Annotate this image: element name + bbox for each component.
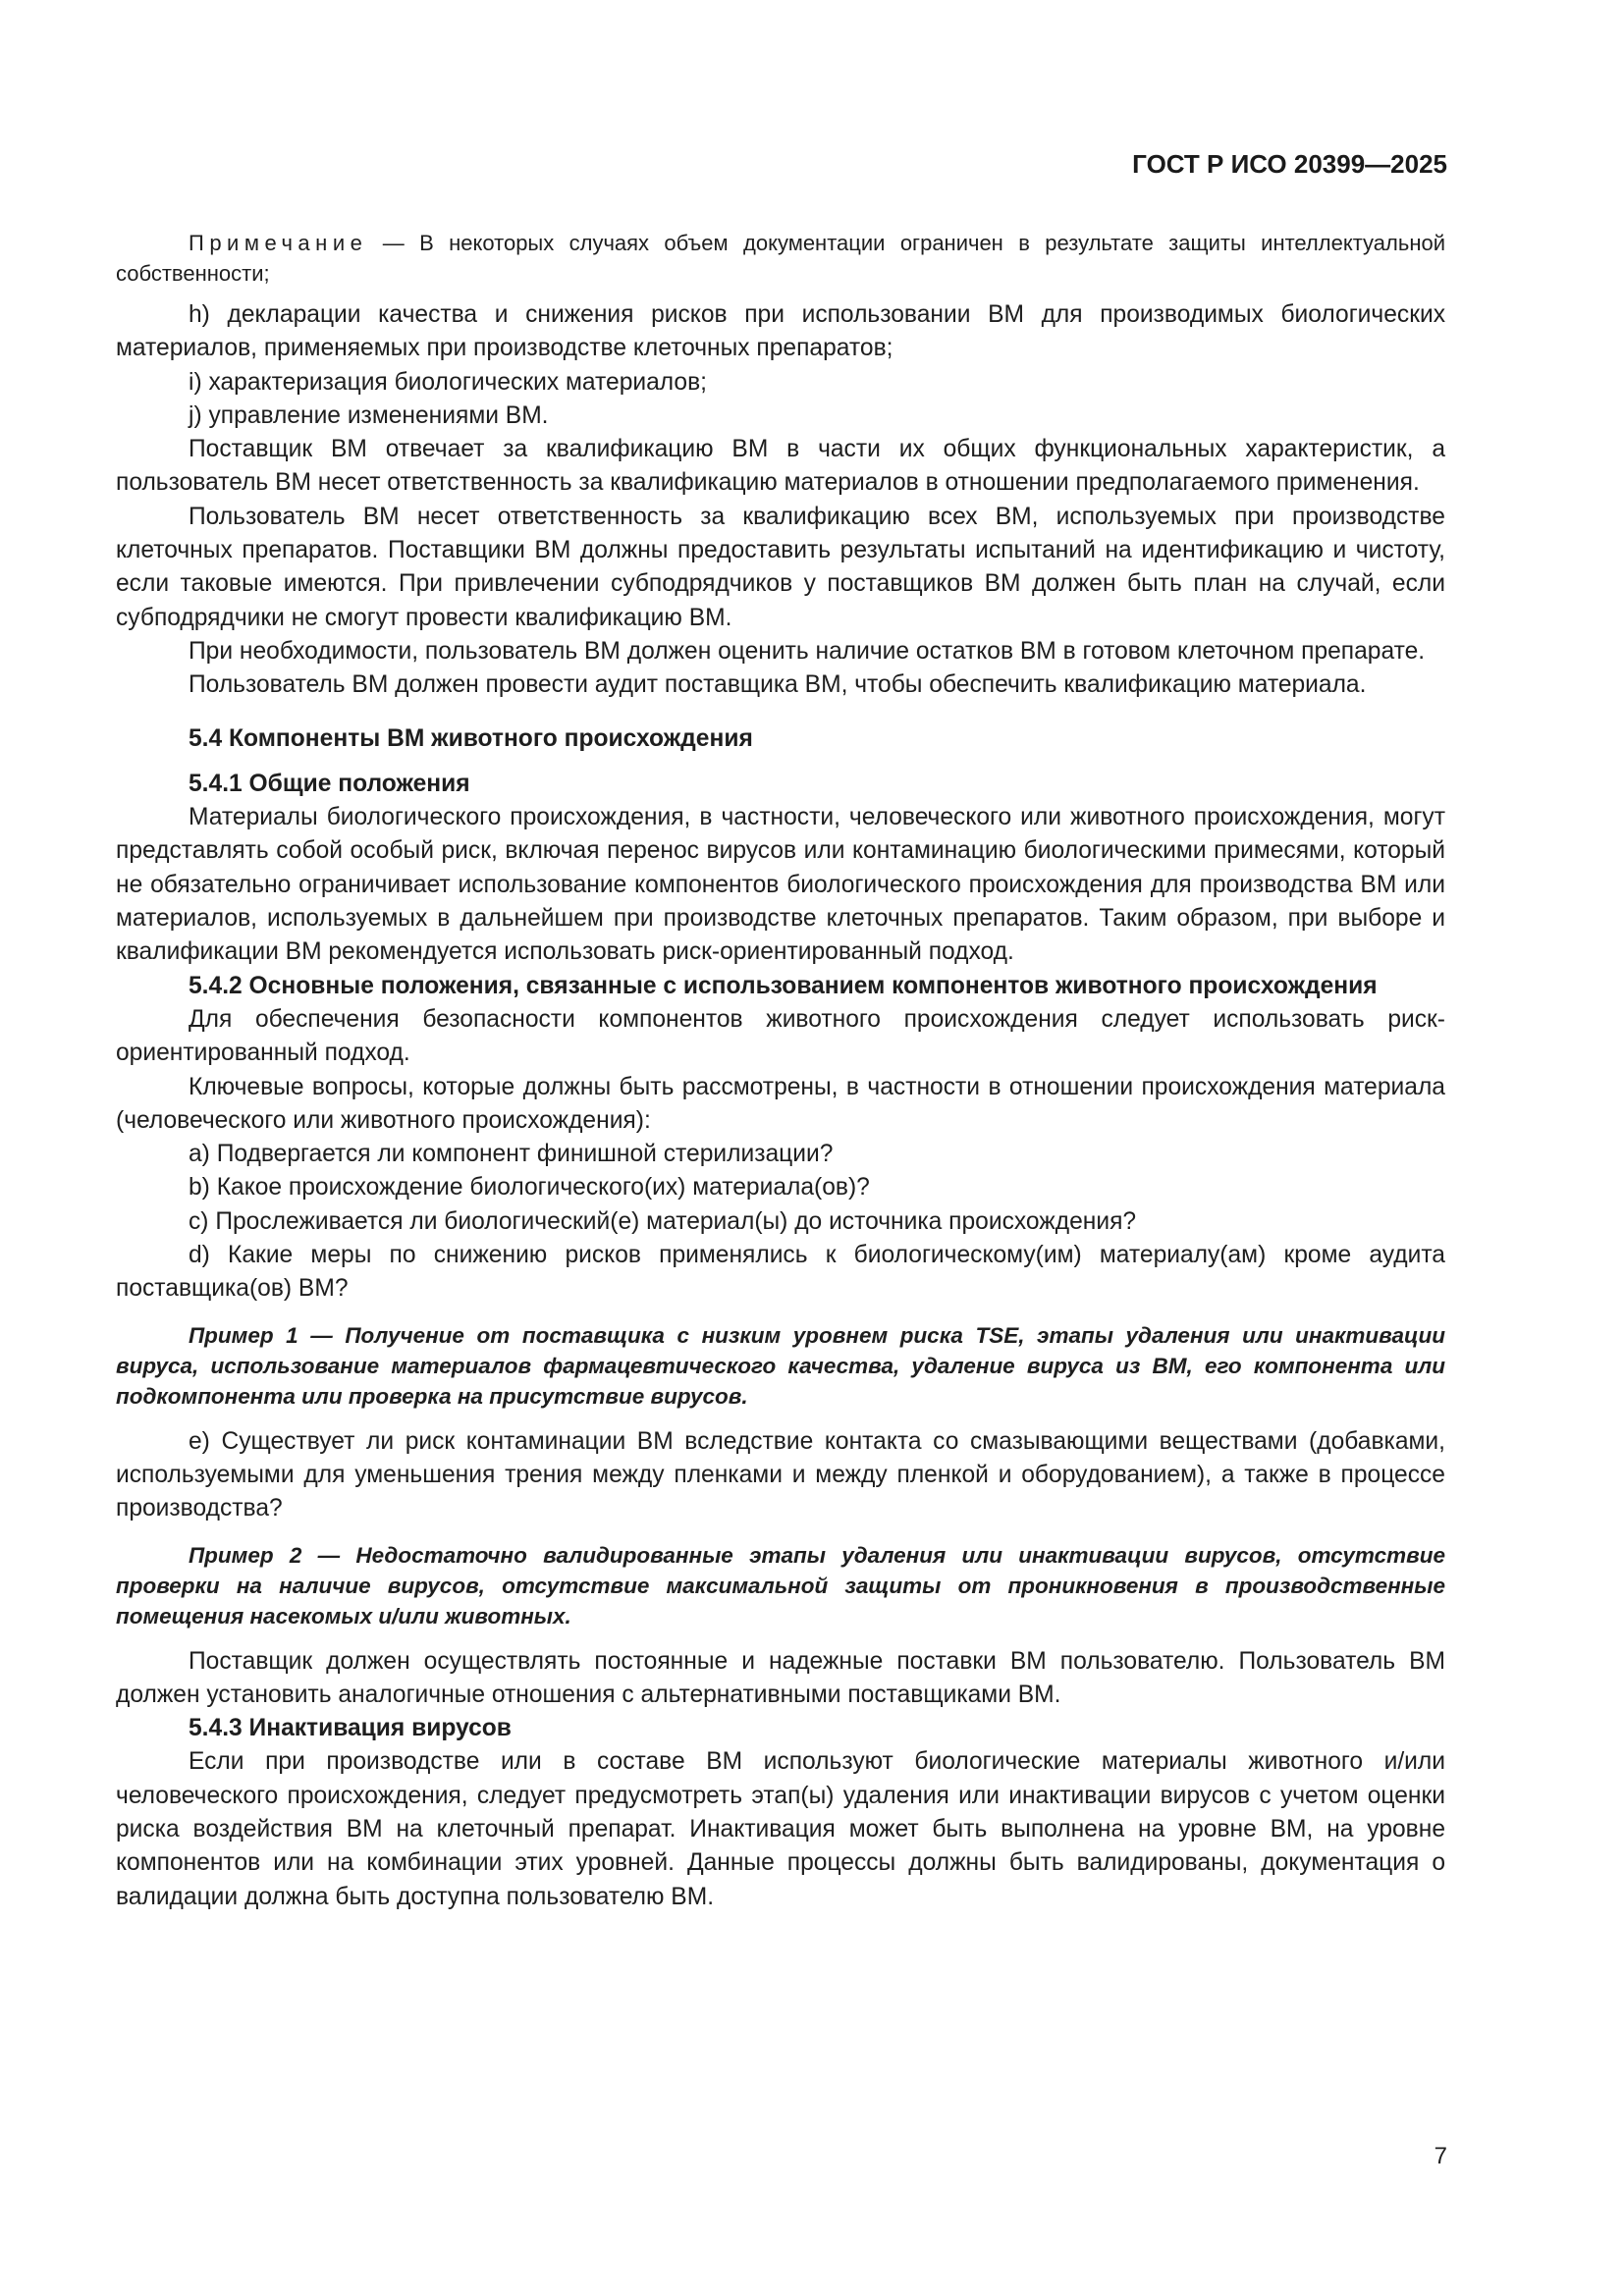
- note-text: — В некоторых случаях объем документации ограничен в результате защиты интеллектуальной собственности;: [116, 231, 1445, 286]
- list-item-a: a) Подвергается ли компонент финишной стерилизации?: [189, 1141, 834, 1168]
- list-item-b: b) Какое происхождение биологического(их) материала(ов)?: [189, 1174, 870, 1201]
- paragraph: Пользователь ВМ несет ответственность за квалификацию всех ВМ, используемых при производстве клеточных препаратов. Поставщики ВМ должны предоставить результаты испытаний на идентификацию и чистоту, если таковые имеются. При привлечении субподрядчиков у поставщиков ВМ должен быть план на случай, если субподрядчики не смогут провести квалификацию ВМ.: [116, 503, 1445, 631]
- paragraph: Материалы биологического происхождения, в частности, человеческого или животного происхождения, могут представлять собой особый риск, включая перенос вирусов или контаминацию биологическими примесями, который не обязательно ограничивает использование компонентов биологического происхождения для производства ВМ или материалов, используемых в дальнейшем при производстве клеточных препаратов. Таким образом, при выборе и квалификации ВМ рекомендуется использовать риск-ориентированный подход.: [116, 804, 1445, 966]
- paragraph: Пользователь ВМ должен провести аудит поставщика ВМ, чтобы обеспечить квалификацию материала.: [189, 671, 1367, 699]
- note: [116, 228, 1445, 289]
- paragraph: Поставщик должен осуществлять постоянные и надежные поставки ВМ пользователю. Пользователь ВМ должен установить аналогичные отношения с альтернативными поставщиками ВМ.: [116, 1647, 1445, 1708]
- paragraph: Ключевые вопросы, которые должны быть рассмотрены, в частности в отношении происхождения материала (человеческого или животного происхождения):: [116, 1073, 1445, 1134]
- list-item-h: h) декларации качества и снижения рисков при использовании ВМ для производимых биологических материалов, применяемых при производстве клеточных препаратов;: [116, 301, 1445, 362]
- paragraph: При необходимости, пользователь ВМ должен оценить наличие остатков ВМ в готовом клеточном препарате.: [189, 637, 1426, 665]
- section-heading-5-4: 5.4 Компоненты ВМ животного происхождения: [189, 724, 753, 752]
- subsection-heading-5-4-3: 5.4.3 Инактивация вирусов: [189, 1715, 512, 1742]
- list-item-c: c) Прослеживается ли биологический(е) материал(ы) до источника происхождения?: [189, 1207, 1137, 1235]
- paragraph: Если при производстве или в составе ВМ используют биологические материалы животного и/или человеческого происхождения, следует предусмотреть этап(ы) удаления или инактивации вирусов с учетом оценки риска воздействия ВМ на клеточный препарат. Инактивация может быть выполнена на уровне ВМ, на уровне компонентов или на комбинации этих уровней. Данные процессы должны быть валидированы, документация о валидации должна быть доступна пользователю ВМ.: [116, 1748, 1445, 1910]
- paragraph: Поставщик ВМ отвечает за квалификацию ВМ в части их общих функциональных характеристик, а пользователь ВМ несет ответственность за квалификацию материалов в отношении предполагаемого применения.: [116, 436, 1445, 497]
- list-item-e: e) Существует ли риск контаминации ВМ вследствие контакта со смазывающими веществами (добавками, используемыми для уменьшения трения между пленками и между пленкой и оборудованием), а также в процессе производства?: [116, 1427, 1445, 1522]
- document-body: [116, 228, 1445, 1914]
- paragraph: Для обеспечения безопасности компонентов животного происхождения следует использовать риск-ориентированный подход.: [116, 1005, 1445, 1067]
- list-item-i: i) характеризация биологических материалов;: [189, 368, 707, 396]
- example-1: Пример 1 — Получение от поставщика с низким уровнем риска TSE, этапы удаления или инактивации вируса, использование материалов фармацевтического качества, удаление вируса из ВМ, его компонента или подкомпонента или проверка на присутствие вирусов.: [116, 1322, 1445, 1409]
- subsection-heading-5-4-2: 5.4.2 Основные положения, связанные с использованием компонентов животного происхождения: [189, 972, 1378, 999]
- example-2: Пример 2 — Недостаточно валидированные этапы удаления или инактивации вирусов, отсутствие проверки на наличие вирусов, отсутствие максимальной защиты от проникновения в производственные помещения насекомых и/или животных.: [116, 1542, 1445, 1629]
- list-item-d: d) Какие меры по снижению рисков применялись к биологическому(им) материалу(ам) кроме аудита поставщика(ов) ВМ?: [116, 1242, 1445, 1303]
- page-number: 7: [1434, 2143, 1447, 2169]
- subsection-heading-5-4-1: 5.4.1 Общие положения: [189, 770, 470, 797]
- document-header: ГОСТ Р ИСО 20399—2025: [1132, 149, 1447, 179]
- list-item-j: j) управление изменениями ВМ.: [189, 401, 549, 429]
- note-label: Примечание: [189, 231, 368, 255]
